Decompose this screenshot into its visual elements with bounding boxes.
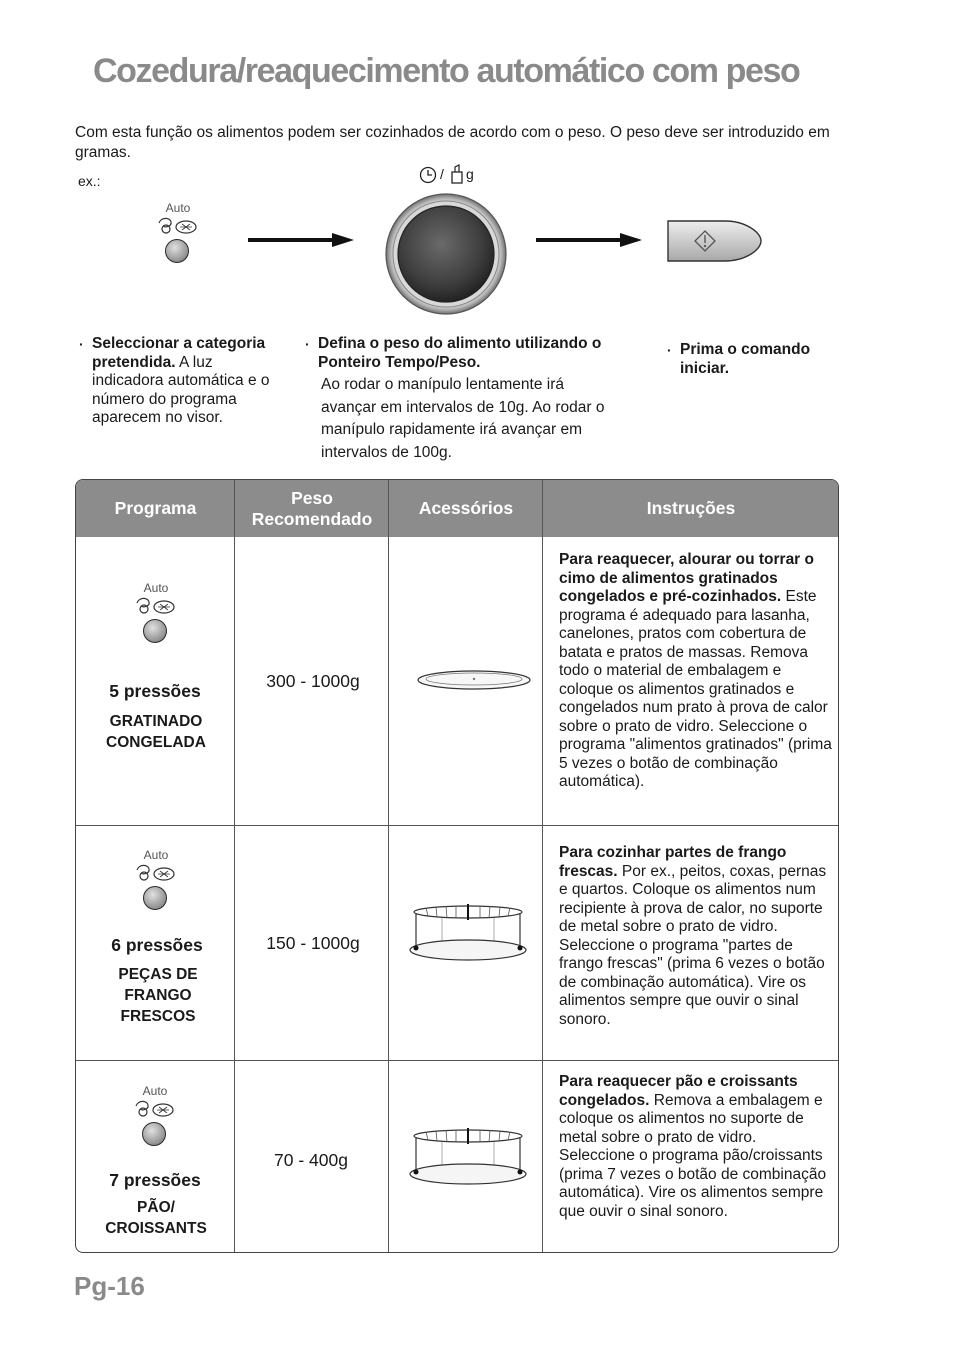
auto-label: Auto bbox=[143, 848, 169, 862]
row-2-instructions bbox=[559, 844, 834, 1029]
step-3-bold: Prima o comando iniciar. bbox=[680, 341, 811, 377]
weight-icon bbox=[450, 164, 464, 184]
row-2-program-name: PEÇAS DE FRANGO FRESCOS bbox=[118, 966, 198, 1025]
step-bullet: · bbox=[79, 336, 84, 352]
auto-combination-button bbox=[142, 1122, 166, 1146]
step-2 bbox=[318, 335, 633, 372]
page-title: Cozedura/reaquecimento automático com peso bbox=[93, 52, 800, 90]
table-header bbox=[76, 480, 838, 537]
row-3-presses: 7 pressões bbox=[109, 1170, 201, 1190]
dial-label-unit: g bbox=[466, 166, 474, 182]
step-2-text: Ao rodar o manípulo lentamente irá avançar em intervalos de 10g. Ao rodar o manípulo rapidamente irá avançar em intervalos de 100g. bbox=[321, 376, 605, 461]
row-1-instructions bbox=[559, 551, 839, 792]
row-1-presses: 5 pressões bbox=[109, 681, 201, 701]
auto-combination-icon bbox=[134, 862, 178, 882]
auto-combination-button bbox=[143, 886, 167, 910]
row-2-instructions-text: Por ex., peitos, coxas, pernas e quartos. Coloque os alimentos num recipiente à prova de calor, no suporte de metal sobre o prato de vidro. Seleccione o programa "partes de frango frescas" (prima 6 vezes o botão de combinação automática). Vire os alimentos sempre que ouvir o sinal sonoro. bbox=[559, 862, 827, 1028]
step-3 bbox=[680, 341, 840, 378]
arrow-right-icon bbox=[536, 233, 642, 247]
auto-button-group bbox=[158, 201, 218, 271]
clock-icon bbox=[419, 166, 437, 184]
auto-label: Auto bbox=[165, 201, 191, 215]
row-3-instructions bbox=[559, 1073, 829, 1221]
row-3-instructions-bold: Para reaquecer pão e croissants congelados. bbox=[559, 1073, 798, 1109]
step-bullet: · bbox=[667, 342, 672, 358]
dial-label-separator: / bbox=[440, 166, 444, 182]
row-1-weight: 300 - 1000g bbox=[266, 671, 360, 691]
start-button[interactable] bbox=[665, 218, 765, 264]
auto-combination-icon bbox=[133, 1098, 177, 1118]
table-row-2-auto-button bbox=[136, 848, 196, 918]
table-row-3-auto-button bbox=[135, 1084, 195, 1154]
auto-combination-button bbox=[143, 619, 167, 643]
step-1-bold: Seleccionar a categoria pretendida. bbox=[92, 335, 266, 371]
step-1 bbox=[92, 335, 287, 428]
header-instructions: Instruções bbox=[646, 498, 736, 518]
example-label: ex.: bbox=[78, 173, 101, 189]
header-weight: Peso Recomendado bbox=[251, 487, 373, 529]
step-bullet: · bbox=[305, 336, 310, 352]
row-2-weight: 150 - 1000g bbox=[266, 933, 360, 953]
dial-label bbox=[419, 164, 479, 186]
auto-label: Auto bbox=[142, 1084, 168, 1098]
metal-rack-icon bbox=[406, 1126, 530, 1190]
arrow-right-icon bbox=[248, 233, 354, 247]
glass-tray-icon bbox=[416, 668, 532, 692]
page-number: Pg-16 bbox=[74, 1271, 145, 1301]
table-row-1-auto-button bbox=[136, 581, 196, 651]
step-2-bold: Defina o peso do alimento utilizando o Ponteiro Tempo/Peso. bbox=[318, 335, 602, 371]
row-3-weight: 70 - 400g bbox=[274, 1150, 348, 1170]
auto-label: Auto bbox=[143, 581, 169, 595]
step-1-text: A luz indicadora automática e o número do programa aparecem no visor. bbox=[92, 353, 270, 426]
row-3-instructions-text: Remova a embalagem e coloque os alimentos no suporte de metal sobre o prato de vidro. Seleccione o programa pão/croissants (prima 7 vezes o botão de combinação automática). Vire os alimentos sempre que ouvir o sinal sonoro. bbox=[559, 1091, 827, 1220]
row-1-program-name: GRATINADO CONGELADA bbox=[106, 713, 206, 751]
row-2-presses: 6 pressões bbox=[111, 935, 203, 955]
auto-combination-button[interactable] bbox=[165, 239, 189, 263]
time-weight-dial[interactable] bbox=[384, 192, 508, 316]
header-program: Programa bbox=[114, 498, 197, 518]
row-2-instructions-bold: Para cozinhar partes de frango frescas. bbox=[559, 844, 787, 880]
row-1-instructions-bold: Para reaquecer, alourar ou torrar o cimo de alimentos gratinados congelados e pré-cozinhados. bbox=[559, 551, 814, 605]
intro-text: Com esta função os alimentos podem ser cozinhados de acordo com o peso. O peso deve ser introduzido em gramas. bbox=[75, 124, 830, 161]
header-accessories: Acessórios bbox=[418, 498, 514, 518]
auto-combination-icon bbox=[134, 595, 178, 615]
row-1-instructions-text: Este programa é adequado para lasanha, canelones, pratos com cobertura de batata e pratos de massas. Remova todo o material de embalagem e coloque os alimentos gratinados e congelados num prato à prova de calor sobre o prato de vidro. Seleccione o programa "alimentos gratinados" (prima 5 vezes o botão de combinação automática). bbox=[559, 588, 832, 790]
row-3-program-name: PÃO/ CROISSANTS bbox=[105, 1199, 207, 1237]
auto-combination-icon bbox=[156, 215, 200, 235]
metal-rack-icon bbox=[406, 902, 530, 966]
